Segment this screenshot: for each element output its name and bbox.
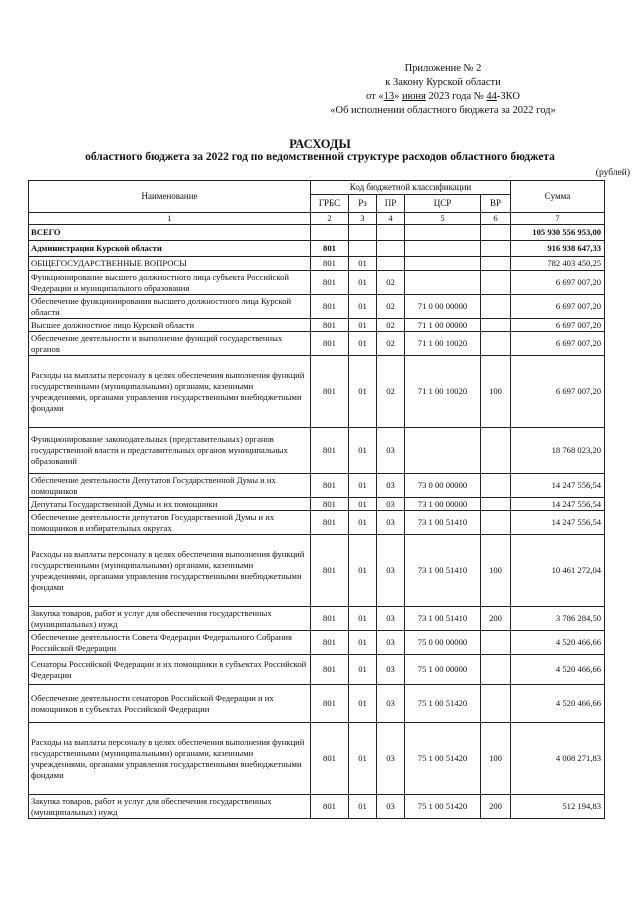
cell-sum: 512 194,83	[511, 795, 605, 819]
table-row	[29, 795, 605, 819]
cell-rz: 01	[349, 795, 377, 819]
cell-csr	[405, 257, 481, 271]
cell-rz: 01	[349, 685, 377, 723]
cell-sum: 105 930 556 953,00	[511, 225, 605, 241]
cell-grbs: 801	[311, 607, 349, 631]
cell-sum: 916 938 647,33	[511, 241, 605, 257]
cell-rz: 01	[349, 511, 377, 535]
cell-name: Сенаторы Российской Федерации и их помощники в субъектах Российской Федерации	[29, 655, 311, 685]
cell-csr: 75 1 00 00000	[405, 655, 481, 685]
cell-vr	[481, 511, 511, 535]
cell-sum: 6 697 007,20	[511, 271, 605, 295]
cell-name: Расходы на выплаты персоналу в целях обеспечения выполнения функций государственными (муниципальными) органами, казенными учреждениями, органами управления государственными внебюджетными фондами	[29, 723, 311, 795]
table-row	[29, 535, 605, 607]
cell-pr	[377, 241, 405, 257]
cell-vr	[481, 271, 511, 295]
cell-rz: 01	[349, 723, 377, 795]
cell-csr: 71 0 00 00000	[405, 295, 481, 319]
cell-rz: 01	[349, 428, 377, 474]
table-row	[29, 295, 605, 319]
cell-csr: 75 1 00 51420	[405, 795, 481, 819]
cell-grbs: 801	[311, 655, 349, 685]
cell-vr: 100	[481, 535, 511, 607]
cell-pr	[377, 257, 405, 271]
cell-pr: 03	[377, 474, 405, 498]
cell-rz: 01	[349, 319, 377, 332]
cell-rz	[349, 241, 377, 257]
units-label: (рублей)	[595, 168, 630, 178]
cell-name: Обеспечение функционирования высшего должностного лица Курской области	[29, 295, 311, 319]
cell-rz: 01	[349, 474, 377, 498]
cell-vr: 100	[481, 723, 511, 795]
table-row	[29, 428, 605, 474]
cell-vr	[481, 655, 511, 685]
cell-name: Закупка товаров, работ и услуг для обеспечения государственных (муниципальных) нужд	[29, 607, 311, 631]
table-row	[29, 723, 605, 795]
cell-grbs: 801	[311, 271, 349, 295]
cell-vr	[481, 498, 511, 511]
cell-sum: 4 520 466,66	[511, 655, 605, 685]
cell-sum: 6 697 007,20	[511, 319, 605, 332]
cell-name: Обеспечение деятельности депутатов Государственной Думы и их помощников в избирательных округах	[29, 511, 311, 535]
appendix-line-4: «Об исполнении областного бюджета за 2022 год»	[330, 105, 556, 116]
cell-vr	[481, 685, 511, 723]
cell-csr	[405, 241, 481, 257]
cell-sum: 4 520 466,66	[511, 631, 605, 655]
cell-sum: 782 403 450,25	[511, 257, 605, 271]
header-name: Наименование	[29, 181, 311, 213]
cell-grbs: 801	[311, 319, 349, 332]
cell-pr: 03	[377, 607, 405, 631]
cell-pr: 03	[377, 535, 405, 607]
cell-csr: 73 1 00 51410	[405, 607, 481, 631]
table-row	[29, 225, 605, 241]
cell-name: Обеспечение деятельности Депутатов Государственной Думы и их помощников	[29, 474, 311, 498]
document-title: РАСХОДЫ	[289, 137, 351, 151]
cell-sum: 14 247 556,54	[511, 474, 605, 498]
cell-csr	[405, 225, 481, 241]
cell-grbs: 801	[311, 428, 349, 474]
header-csr: ЦСР	[405, 195, 481, 213]
expenditure-table	[28, 180, 605, 819]
cell-rz: 01	[349, 607, 377, 631]
cell-vr	[481, 428, 511, 474]
cell-name: Обеспечение деятельности Совета Федерации Федерального Собрания Российской Федерации	[29, 631, 311, 655]
cell-vr	[481, 225, 511, 241]
cell-vr	[481, 319, 511, 332]
cell-rz: 01	[349, 655, 377, 685]
col-number: 6	[481, 213, 511, 225]
cell-pr: 02	[377, 332, 405, 356]
cell-name: Обеспечение деятельности и выполнение функций государственных органов	[29, 332, 311, 356]
cell-sum: 14 247 556,54	[511, 511, 605, 535]
cell-sum: 4 008 271,83	[511, 723, 605, 795]
cell-csr: 73 0 00 00000	[405, 474, 481, 498]
cell-sum: 6 697 007,20	[511, 356, 605, 428]
cell-csr: 71 1 00 10020	[405, 332, 481, 356]
cell-vr	[481, 631, 511, 655]
cell-vr: 100	[481, 356, 511, 428]
cell-pr: 03	[377, 795, 405, 819]
cell-name: ОБЩЕГОСУДАРСТВЕННЫЕ ВОПРОСЫ	[29, 257, 311, 271]
table-row	[29, 271, 605, 295]
cell-csr	[405, 428, 481, 474]
col-number: 7	[511, 213, 605, 225]
cell-pr	[377, 225, 405, 241]
cell-rz: 01	[349, 498, 377, 511]
cell-grbs: 801	[311, 511, 349, 535]
cell-rz: 01	[349, 631, 377, 655]
cell-grbs: 801	[311, 257, 349, 271]
col-number: 1	[29, 213, 311, 225]
cell-pr: 03	[377, 428, 405, 474]
cell-name: Функционирование законодательных (представительных) органов государственной власти и представительных органов муниципальных образований	[29, 428, 311, 474]
table-row	[29, 332, 605, 356]
appendix-block	[318, 62, 568, 118]
document-subtitle: областного бюджета за 2022 год по ведомственной структуре расходов областного бюджета	[85, 151, 555, 163]
header-code-group: Код бюджетной классификации	[311, 181, 511, 195]
appendix-line-2: к Закону Курской области	[385, 77, 501, 88]
cell-grbs: 801	[311, 474, 349, 498]
cell-sum: 10 461 272,04	[511, 535, 605, 607]
cell-rz: 01	[349, 535, 377, 607]
cell-name: Депутаты Государственной Думы и их помощники	[29, 498, 311, 511]
table-row	[29, 655, 605, 685]
cell-sum: 18 768 023,20	[511, 428, 605, 474]
cell-sum: 3 786 284,50	[511, 607, 605, 631]
cell-name: Закупка товаров, работ и услуг для обеспечения государственных (муниципальных) нужд	[29, 795, 311, 819]
cell-grbs: 801	[311, 332, 349, 356]
cell-sum: 6 697 007,20	[511, 295, 605, 319]
table-row	[29, 511, 605, 535]
cell-pr: 03	[377, 655, 405, 685]
cell-vr	[481, 332, 511, 356]
cell-csr: 75 1 00 51420	[405, 723, 481, 795]
table-row	[29, 474, 605, 498]
col-number: 2	[311, 213, 349, 225]
table-row	[29, 319, 605, 332]
cell-grbs: 801	[311, 685, 349, 723]
cell-csr: 73 1 00 00000	[405, 498, 481, 511]
cell-grbs	[311, 225, 349, 241]
table-row	[29, 607, 605, 631]
cell-csr: 75 0 00 00000	[405, 631, 481, 655]
cell-name: Функционирование высшего должностного лица субъекта Российской Федерации и муниципального образования	[29, 271, 311, 295]
cell-sum: 4 520 466,66	[511, 685, 605, 723]
table-row	[29, 498, 605, 511]
cell-vr	[481, 257, 511, 271]
col-number: 5	[405, 213, 481, 225]
cell-pr: 02	[377, 319, 405, 332]
cell-grbs: 801	[311, 795, 349, 819]
header-grbs: ГРБС	[311, 195, 349, 213]
header-sum: Сумма	[511, 181, 605, 213]
cell-sum: 14 247 556,54	[511, 498, 605, 511]
cell-grbs: 801	[311, 241, 349, 257]
header-rz: Рз	[349, 195, 377, 213]
cell-grbs: 801	[311, 498, 349, 511]
cell-name: Расходы на выплаты персоналу в целях обеспечения выполнения функций государственными (муниципальными) органами, казенными учреждениями, органами управления государственными внебюджетными фондами	[29, 535, 311, 607]
cell-name: Расходы на выплаты персоналу в целях обеспечения выполнения функций государственными (муниципальными) органами, казенными учреждениями, органами управления государственными внебюджетными фондами	[29, 356, 311, 428]
cell-csr: 73 1 00 51410	[405, 511, 481, 535]
cell-vr	[481, 241, 511, 257]
cell-name: Обеспечение деятельности сенаторов Российской Федерации и их помощников в субъектах Российской Федерации	[29, 685, 311, 723]
cell-vr	[481, 295, 511, 319]
cell-pr: 03	[377, 631, 405, 655]
cell-rz: 01	[349, 332, 377, 356]
col-number: 4	[377, 213, 405, 225]
cell-sum: 6 697 007,20	[511, 332, 605, 356]
cell-pr: 02	[377, 271, 405, 295]
cell-vr: 200	[481, 795, 511, 819]
cell-grbs: 801	[311, 723, 349, 795]
cell-pr: 03	[377, 723, 405, 795]
cell-rz: 01	[349, 356, 377, 428]
table-row	[29, 257, 605, 271]
cell-grbs: 801	[311, 631, 349, 655]
cell-rz: 01	[349, 295, 377, 319]
appendix-line-1: Приложение № 2	[404, 63, 482, 74]
cell-pr: 02	[377, 295, 405, 319]
table-row	[29, 241, 605, 257]
cell-rz: 01	[349, 257, 377, 271]
header-vr: ВР	[481, 195, 511, 213]
cell-csr	[405, 271, 481, 295]
cell-csr: 75 1 00 51420	[405, 685, 481, 723]
appendix-line-3: от «13» июня 2023 года № 44-ЗКО	[366, 91, 520, 102]
header-pr: ПР	[377, 195, 405, 213]
cell-name: Высшее должностное лицо Курской области	[29, 319, 311, 332]
cell-rz	[349, 225, 377, 241]
cell-csr: 71 1 00 10020	[405, 356, 481, 428]
cell-grbs: 801	[311, 295, 349, 319]
table-row	[29, 685, 605, 723]
cell-grbs: 801	[311, 535, 349, 607]
col-number: 3	[349, 213, 377, 225]
cell-rz: 01	[349, 271, 377, 295]
cell-csr: 71 1 00 00000	[405, 319, 481, 332]
cell-pr: 03	[377, 685, 405, 723]
cell-pr: 03	[377, 511, 405, 535]
cell-name: ВСЕГО	[29, 225, 311, 241]
cell-vr	[481, 474, 511, 498]
table-row	[29, 631, 605, 655]
cell-vr: 200	[481, 607, 511, 631]
cell-name: Администрация Курской области	[29, 241, 311, 257]
cell-pr: 03	[377, 498, 405, 511]
cell-pr: 02	[377, 356, 405, 428]
cell-grbs: 801	[311, 356, 349, 428]
cell-csr: 73 1 00 51410	[405, 535, 481, 607]
table-row	[29, 356, 605, 428]
